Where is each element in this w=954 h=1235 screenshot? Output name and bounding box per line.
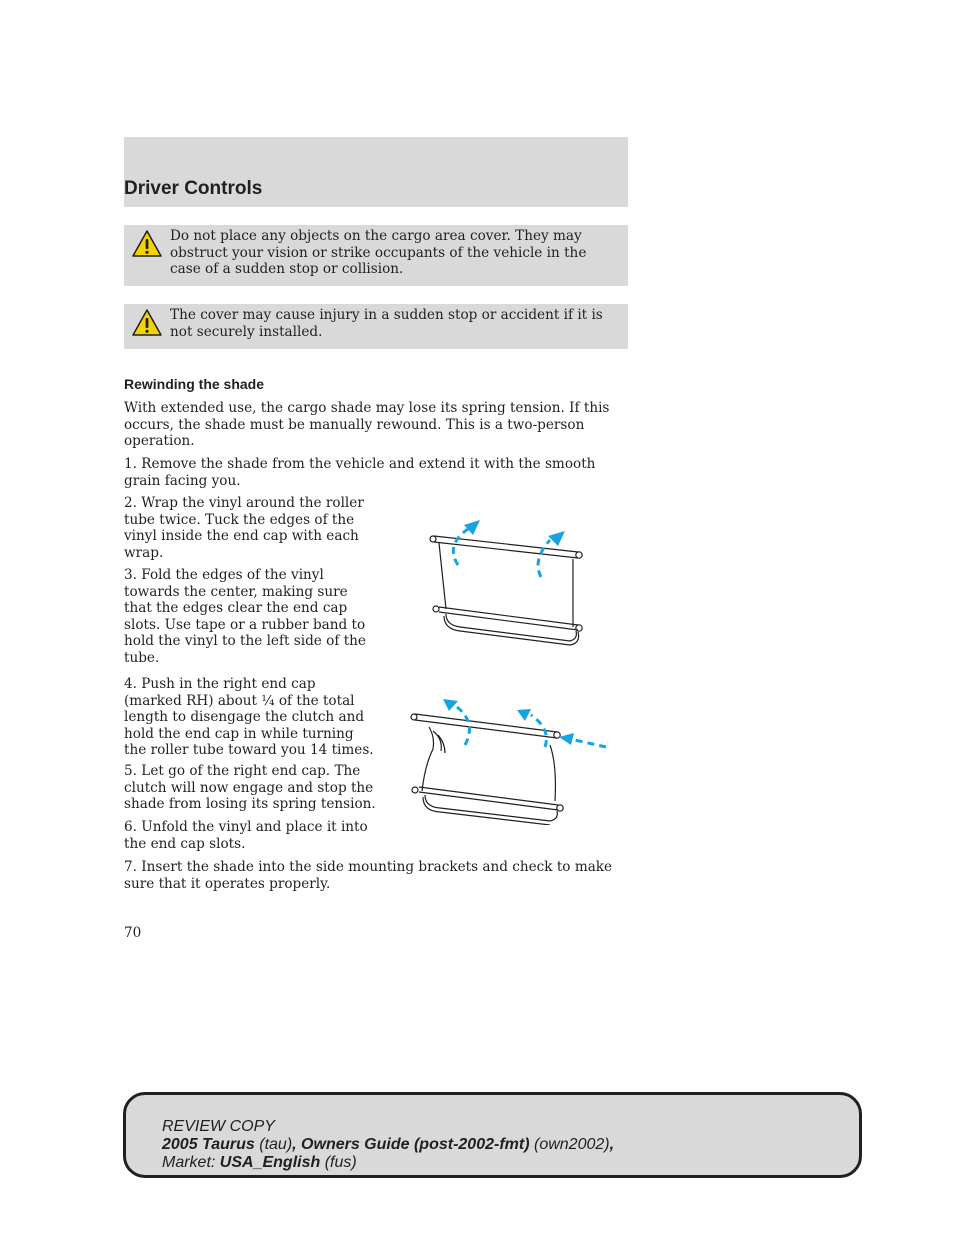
footer-text <box>162 1118 614 1172</box>
footer-market: USA_English <box>219 1154 321 1171</box>
warning-text: Do not place any objects on the cargo area cover. They may obstruct your vision or strike occupants of the vehicle in the case of a sudden stop or collision. <box>170 228 587 277</box>
step-5: 5. Let go of the right end cap. The clutch will now engage and stop the shade from losing its spring tension. <box>124 763 376 812</box>
footer-market-label: Market: <box>162 1154 216 1171</box>
footer-guide-code: (own2002) <box>533 1136 610 1153</box>
page-number: 70 <box>124 925 142 941</box>
shade-wrap-illustration <box>420 515 595 650</box>
intro-paragraph: With extended use, the cargo shade may lose its spring tension. If this occurs, the shade must be manually rewound. This is a two-person operation. <box>124 400 610 449</box>
step-3: 3. Fold the edges of the vinyl towards the center, making sure that the edges clear the end cap slots. Use tape or a rubber band to hold the vinyl to the left side of the tube. <box>124 567 366 666</box>
warning-triangle-icon <box>130 228 170 262</box>
footer-model: 2005 Taurus <box>162 1136 255 1153</box>
review-copy-label: REVIEW COPY <box>162 1118 275 1135</box>
warning-triangle-icon <box>130 307 170 341</box>
warning-box <box>124 225 628 286</box>
page-title: Driver Controls <box>124 178 263 199</box>
warning-text: The cover may cause injury in a sudden stop or accident if it is not securely installed. <box>170 307 603 340</box>
end-cap-illustration <box>405 695 611 825</box>
step-2: 2. Wrap the vinyl around the roller tube twice. Tuck the edges of the vinyl inside the end cap with each wrap. <box>124 495 364 561</box>
step-7: 7. Insert the shade into the side mounting brackets and check to make sure that it operates properly. <box>124 859 613 892</box>
step-6: 6. Unfold the vinyl and place it into the end cap slots. <box>124 819 368 852</box>
step-1: 1. Remove the shade from the vehicle and extend it with the smooth grain facing you. <box>124 456 596 489</box>
footer-comma: , <box>609 1136 615 1153</box>
footer-model-code: (tau) <box>259 1136 293 1153</box>
footer-guide: , Owners Guide (post-2002-fmt) <box>292 1136 530 1153</box>
warning-box <box>124 304 628 349</box>
footer-market-code: (fus) <box>324 1154 357 1171</box>
step-4: 4. Push in the right end cap (marked RH) about ¼ of the total length to disengage the clutch and hold the end cap in while turning the roller tube toward you 14 times. <box>124 676 374 758</box>
section-heading: Rewinding the shade <box>124 376 265 392</box>
